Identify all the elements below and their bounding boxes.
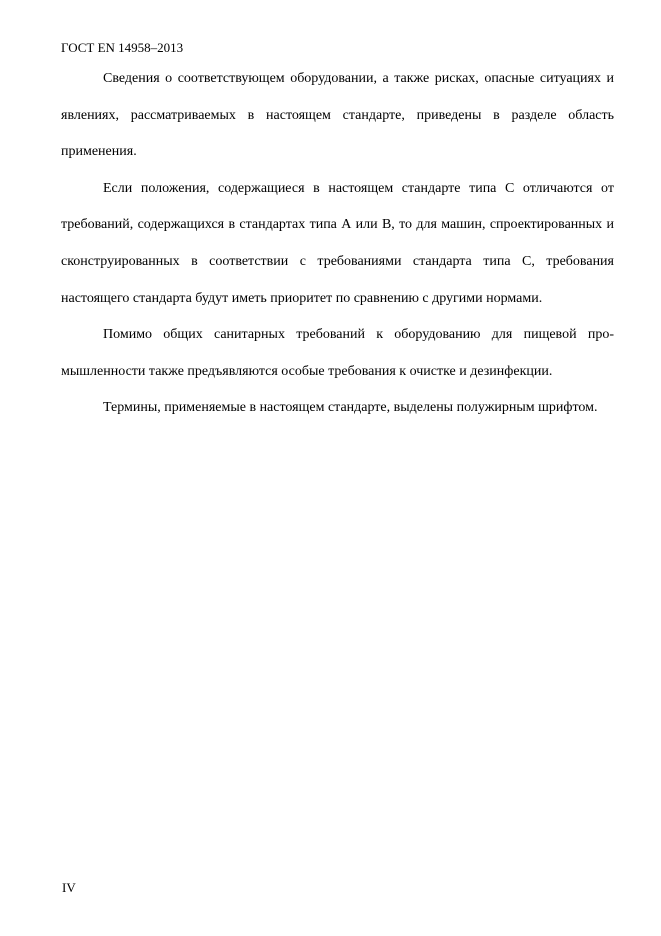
- document-header: ГОСТ EN 14958–2013: [61, 40, 184, 55]
- paragraph-equipment-info: Сведения о соответствующем оборудовании, а также рисках, опасные ситуациях и явлениях, рассматриваемых в настоящем стандарте, приведены в разделе область применения.: [61, 71, 614, 160]
- paragraph-hygiene-requirements: Помимо общих санитарных требований к оборудованию для пищевой промышленности также предъявляются особые требования к очистке и дезинфекции.: [61, 327, 614, 379]
- paragraph-type-c-priority: Если положения, содержащиеся в настоящем стандарте типа С отличаются от требований, содержащихся в стандартах типа А или В, то для машин, спроектированных и сконструированных в соответствии с требованиями стандарта типа С, требования настоящего стандарта будут иметь приоритет по сравнению с другими нормами.: [61, 180, 614, 306]
- paragraph-terms-bold: Термины, применяемые в настоящем стандарте, выделены полужирным шрифтом.: [103, 400, 598, 416]
- page-number: IV: [62, 880, 76, 895]
- document-body: [61, 61, 614, 427]
